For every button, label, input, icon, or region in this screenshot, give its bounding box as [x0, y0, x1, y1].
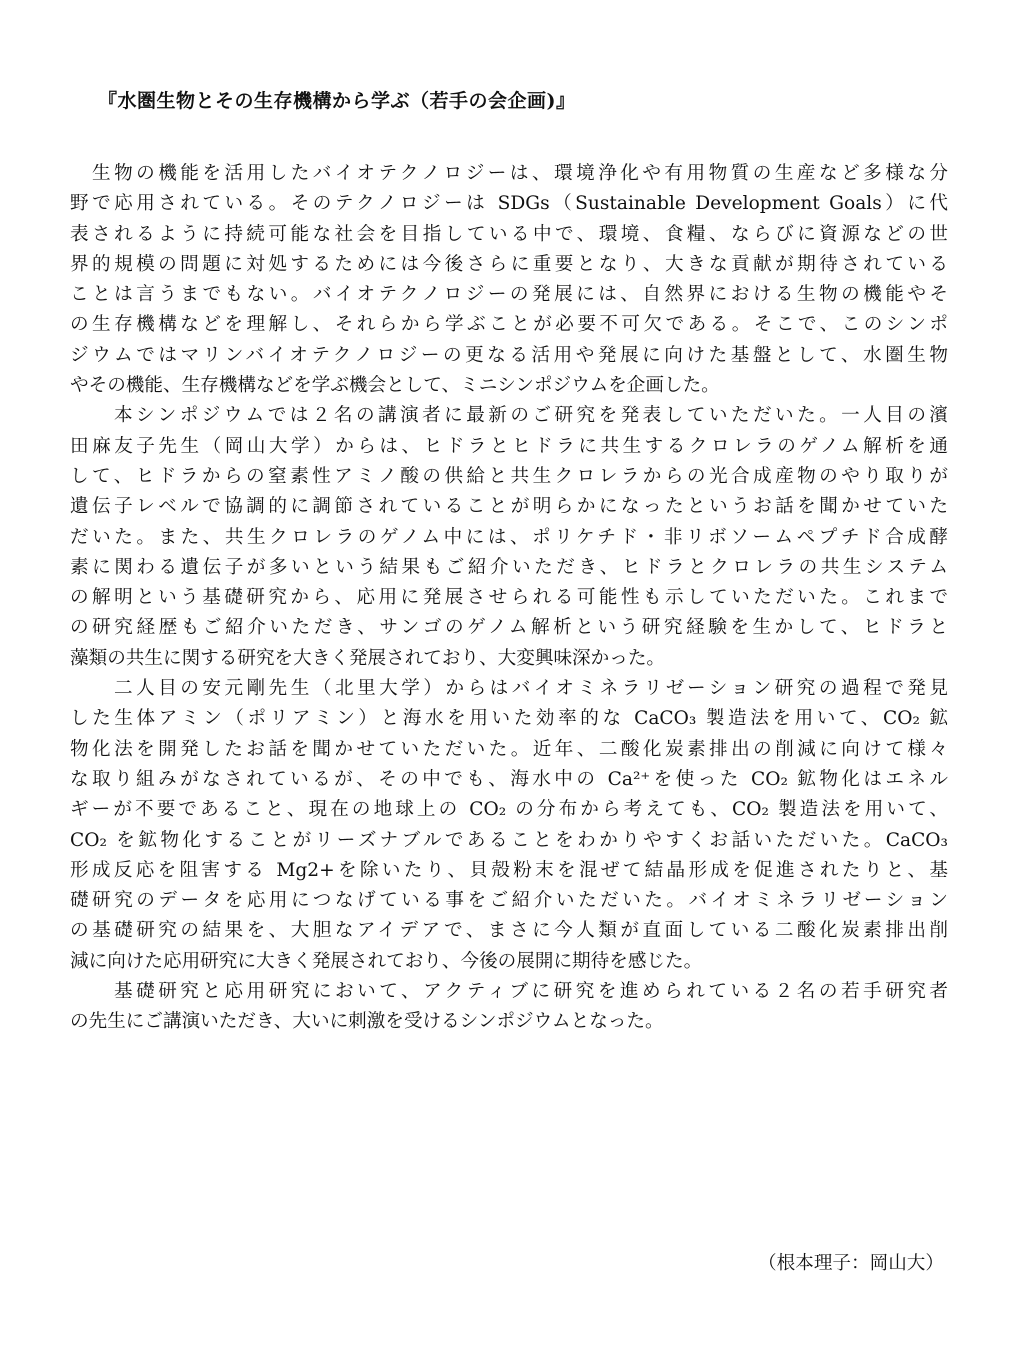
paragraph-2-line-2: 田麻友子先生（岡山大学）からは、ヒドラとヒドラに共生するクロレラのゲノム解析を通 [70, 435, 948, 457]
paragraph-3-line-6: CO₂ を鉱物化することがリーズナブルであることをわかりやすくお話いただいた。CaCO₃ [70, 829, 948, 851]
paragraph-1-line-1: 生物の機能を活用したバイオテクノロジーは、環境浄化や有用物質の生産など多様な分 [92, 163, 948, 184]
paragraph-1-line-4: 界的規模の問題に対処するためには今後さらに重要となり、大きな貢献が期待されている [70, 253, 948, 275]
paragraph-3-line-1: 二人目の安元剛先生（北里大学）からはバイオミネラリゼーション研究の過程で発見 [114, 678, 948, 700]
paragraph-3-line-2: した生体アミン（ポリアミン）と海水を用いた効率的な CaCO₃ 製造法を用いて、CO₂ 鉱 [70, 708, 948, 730]
author-signature: （根本理子：岡山大） [758, 1253, 944, 1274]
paragraph-1-line-5: ことは言うまでもない。バイオテクノロジーの発展には、自然界における生物の機能やそ [70, 284, 948, 306]
paragraph-3-line-10: 減に向けた応用研究に大きく発展されており、今後の展開に期待を感じた。 [70, 950, 703, 972]
paragraph-4-line-1: 基礎研究と応用研究において、アクティブに研究を進められている２名の若手研究者 [114, 981, 948, 1003]
paragraph-3-line-4: な取り組みがなされているが、その中でも、海水中の Ca²⁺を使った CO₂ 鉱物化はエネル [70, 768, 948, 790]
document-title: 『水圏生物とその生存機構から学ぶ（若手の会企画)』 [98, 90, 576, 112]
paragraph-1-line-6: の生存機構などを理解し、それらから学ぶことが必要不可欠である。そこで、このシンポ [70, 314, 948, 336]
paragraph-2-line-3: して、ヒドラからの窒素性アミノ酸の供給と共生クロレラからの光合成産物のやり取りが [70, 465, 948, 487]
document-body [70, 159, 948, 1038]
paragraph-2-line-5: だいた。また、共生クロレラのゲノム中には、ポリケチド・非リボソームペプチド合成酵 [70, 526, 948, 548]
paragraph-1-line-3: 表されるように持続可能な社会を目指している中で、環境、食糧、ならびに資源などの世 [70, 223, 948, 245]
paragraph-2-line-8: の研究経歴もご紹介いただき、サンゴのゲノム解析という研究経験を生かして、ヒドラと [70, 617, 948, 639]
paragraph-2-line-1: 本シンポジウムでは２名の講演者に最新のご研究を発表していただいた。一人目の濱 [114, 405, 948, 427]
paragraph-2-line-6: 素に関わる遺伝子が多いという結果もご紹介いただき、ヒドラとクロレラの共生システム [70, 556, 948, 578]
paragraph-3-line-8: 礎研究のデータを応用につなげている事をご紹介いただいた。バイオミネラリゼーション [70, 890, 948, 912]
paragraph-1-line-2: 野で応用されている。そのテクノロジーは SDGs（Sustainable Development Goals）に代 [70, 193, 948, 215]
document-page [70, 0, 948, 1351]
paragraph-3-line-7: 形成反応を阻害する Mg2+を除いたり、貝殻粉末を混ぜて結晶形成を促進されたりと、基 [70, 859, 948, 881]
paragraph-1-line-8: やその機能、生存機構などを学ぶ機会として、ミニシンポジウムを企画した。 [70, 375, 720, 397]
paragraph-2-line-4: 遺伝子レベルで協調的に調節されていることが明らかになったというお話を聞かせていた [70, 496, 948, 518]
paragraph-2-line-9: 藻類の共生に関する研究を大きく発展されており、大変興味深かった。 [70, 647, 666, 669]
paragraph-3-line-3: 物化法を開発したお話を聞かせていただいた。近年、二酸化炭素排出の削減に向けて様々 [70, 738, 948, 760]
paragraph-1-line-7: ジウムではマリンバイオテクノロジーの更なる活用や発展に向けた基盤として、水圏生物 [70, 344, 948, 366]
paragraph-3-line-5: ギーが不要であること、現在の地球上の CO₂ の分布から考えても、CO₂ 製造法を用いて、 [70, 799, 948, 821]
paragraph-4-line-2: の先生にご講演いただき、大いに刺激を受けるシンポジウムとなった。 [70, 1011, 664, 1033]
paragraph-3-line-9: の基礎研究の結果を、大胆なアイデアで、まさに今人類が直面している二酸化炭素排出削 [70, 920, 948, 942]
paragraph-2-line-7: の解明という基礎研究から、応用に発展させられる可能性も示していただいた。これまで [70, 587, 948, 609]
